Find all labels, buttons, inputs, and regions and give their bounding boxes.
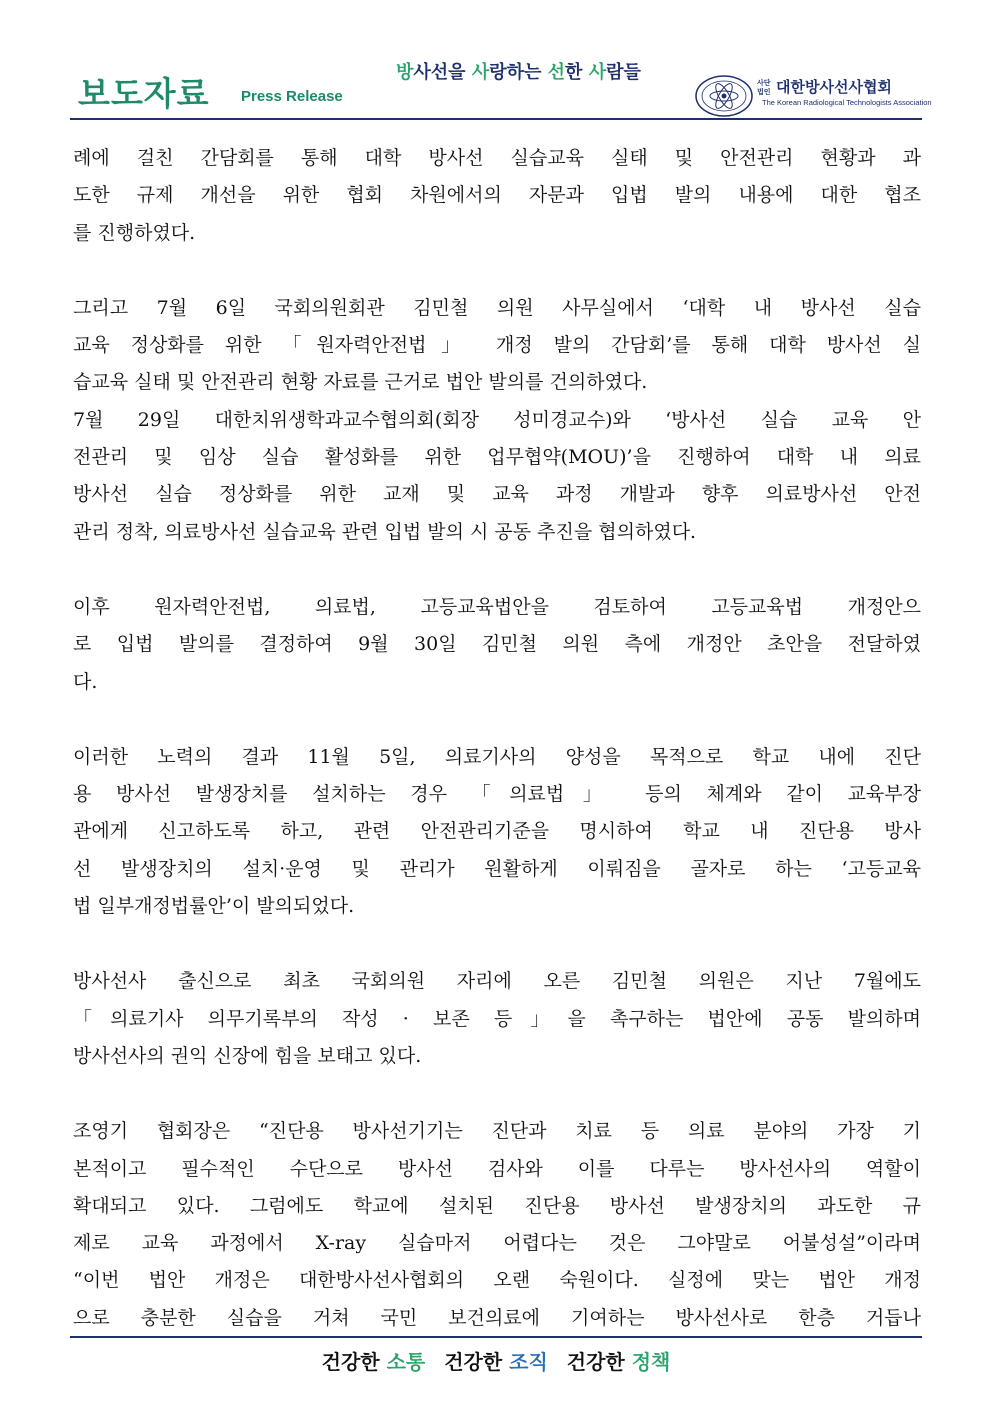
page-header xyxy=(70,40,932,116)
text-line: 조영기 협회장은 “진단용 방사선기기는 진단과 치료 등 의료 분야의 가장 기 xyxy=(73,1120,921,1143)
footer-prefix: 건강한 xyxy=(444,1350,510,1374)
footer-word: 정책 xyxy=(631,1350,671,1374)
text-line: 확대되고 있다. 그럼에도 학교에 설치된 진단용 방사선 발생장치의 과도한 규 xyxy=(73,1194,921,1217)
slogan-part: 사 xyxy=(471,62,490,83)
paragraph xyxy=(73,963,921,1075)
footer-divider xyxy=(70,1336,922,1338)
footer-item xyxy=(567,1350,671,1374)
footer-word: 소통 xyxy=(386,1350,426,1374)
footer-slogan xyxy=(0,1346,992,1375)
text-line: 이러한 노력의 결과 11월 5일, 의료기사의 양성을 목적으로 학교 내에 진단 xyxy=(73,745,921,768)
footer-prefix: 건강한 xyxy=(321,1350,387,1374)
text-line: 그리고 7월 6일 국회의원회관 김민철 의원 사무실에서 ‘대학 내 방사선 실습 xyxy=(73,296,921,319)
slogan xyxy=(396,58,641,84)
press-release-title: 보도자료 xyxy=(78,74,210,113)
text-line: 로 입법 발의를 결정하여 9월 30일 김민철 의원 측에 개정안 초안을 전달하였 xyxy=(73,633,921,656)
footer-word: 조직 xyxy=(509,1350,548,1374)
text-line: 선 발생장치의 설치·운영 및 관리가 원활하게 이뤄짐을 골자로 하는 ‘고등교육 xyxy=(73,857,921,880)
press-release-english: Press Release xyxy=(241,88,343,105)
text-line: 7월 29일 대한치위생학과교수협의회(회장 성미경교수)와 ‘방사선 실습 교육 안 xyxy=(73,408,921,431)
text-line: 으로 충분한 실습을 거쳐 국민 보건의료에 기여하는 방사선사로 한층 거듭나 xyxy=(73,1306,921,1329)
text-line: 방사선사의 권익 신장에 힘을 보태고 있다. xyxy=(73,1044,422,1067)
paragraph xyxy=(73,1113,921,1337)
slogan-part: 한 xyxy=(565,62,589,83)
text-line: 관리 정착, 의료방사선 실습교육 관련 입법 발의 시 공동 추진을 협의하였다. xyxy=(73,520,697,543)
paragraph xyxy=(73,140,921,252)
text-line: 방사선사 출신으로 최초 국회의원 자리에 오른 김민철 의원은 지난 7월에도 xyxy=(73,970,921,993)
atom-emblem-icon xyxy=(694,74,754,118)
header-divider xyxy=(70,118,922,120)
text-line: 도한 규제 개선을 위한 협회 차원에서의 자문과 입법 발의 내용에 대한 협조 xyxy=(73,184,921,207)
association-logo xyxy=(694,74,932,118)
article-body xyxy=(73,140,921,1337)
paragraph xyxy=(73,290,921,402)
slogan-part: 선 xyxy=(547,62,566,83)
text-line: 본적이고 필수적인 수단으로 방사선 검사와 이를 다루는 방사선사의 역할이 xyxy=(73,1157,921,1180)
footer-item xyxy=(322,1350,426,1374)
paragraph xyxy=(73,739,921,925)
logo-small-text: 사단법인 xyxy=(757,79,771,96)
slogan-part: 사선을 xyxy=(413,62,472,83)
slogan-part: 사 xyxy=(588,62,607,83)
slogan-part: 랑하는 xyxy=(489,62,548,83)
logo-name: 대한방사선사협회 xyxy=(776,78,892,96)
text-line: 전관리 및 임상 실습 활성화를 위한 업무협약(MOU)’을 진행하여 대학 내 의료 xyxy=(73,446,921,469)
text-line: 습교육 실태 및 안전관리 현황 자료를 근거로 법안 발의를 건의하였다. xyxy=(73,371,648,394)
footer-prefix: 건강한 xyxy=(566,1350,632,1374)
slogan-part: 방 xyxy=(396,62,414,83)
text-line: 를 진행하였다. xyxy=(73,221,196,244)
text-line: 관에게 신고하도록 하고, 관련 안전관리기준을 명시하여 학교 내 진단용 방사 xyxy=(73,820,921,843)
logo-english-name: The Korean Radiological Technologists Association xyxy=(762,98,932,107)
text-line: 방사선 실습 정상화를 위한 교재 및 교육 과정 개발과 향후 의료방사선 안전 xyxy=(73,483,921,506)
text-line: 교육 정상화를 위한 「원자력안전법」 개정 발의 간담회’를 통해 대학 방사선 실 xyxy=(73,334,921,357)
text-line: “이번 법안 개정은 대한방사선사협회의 오랜 숙원이다. 실정에 맞는 법안 개정 xyxy=(73,1269,921,1292)
text-line: 법 일부개정법률안’이 발의되었다. xyxy=(73,895,355,918)
text-line: 다. xyxy=(73,670,98,693)
paragraph xyxy=(73,589,921,701)
text-line: 「의료기사 의무기록부의 작성 · 보존 등」을 촉구하는 법안에 공동 발의하며 xyxy=(73,1007,921,1030)
text-line: 례에 걸친 간담회를 통해 대학 방사선 실습교육 실태 및 안전관리 현황과 과 xyxy=(73,147,921,169)
slogan-part: 람들 xyxy=(606,62,641,83)
footer-item xyxy=(444,1350,548,1374)
text-line: 이후 원자력안전법, 의료법, 고등교육법안을 검토하여 고등교육법 개정안으 xyxy=(73,595,921,618)
paragraph xyxy=(73,402,921,551)
text-line: 제로 교육 과정에서 X-ray 실습마저 어렵다는 것은 그야말로 어불성설”이라며 xyxy=(73,1232,921,1255)
text-line: 용 방사선 발생장치를 설치하는 경우 「의료법」 등의 체계와 같이 교육부장 xyxy=(73,783,921,806)
